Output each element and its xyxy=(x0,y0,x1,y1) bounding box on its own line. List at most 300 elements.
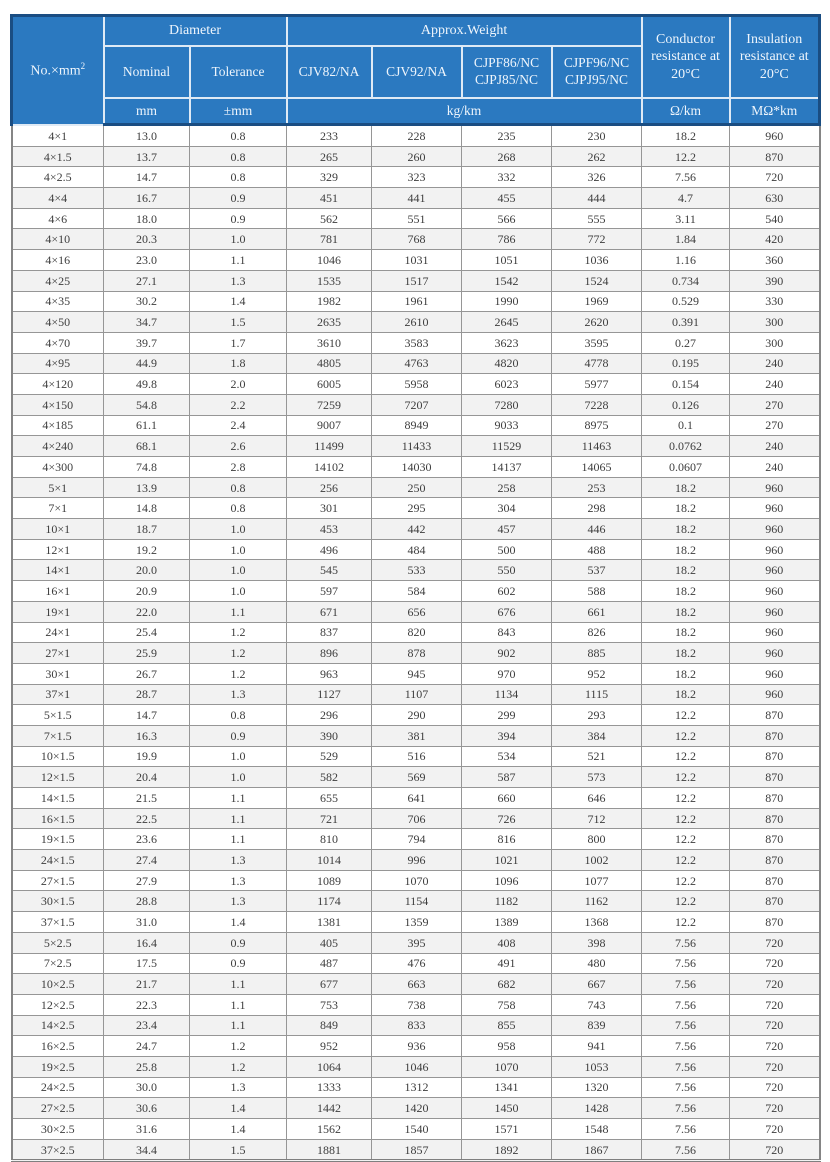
table-cell: 270 xyxy=(730,394,820,415)
table-cell: 480 xyxy=(552,953,642,974)
table-cell: 37×1.5 xyxy=(12,912,104,933)
table-cell: 960 xyxy=(730,498,820,519)
table-row xyxy=(12,291,820,312)
table-cell: 14×1 xyxy=(12,560,104,581)
table-cell: 663 xyxy=(372,974,462,995)
table-cell: 24×1 xyxy=(12,622,104,643)
table-cell: 960 xyxy=(730,539,820,560)
table-cell: 3595 xyxy=(552,332,642,353)
table-cell: 720 xyxy=(730,1098,820,1119)
table-cell: 960 xyxy=(730,125,820,147)
table-cell: 758 xyxy=(462,994,552,1015)
table-cell: 3610 xyxy=(287,332,372,353)
table-cell: 1134 xyxy=(462,684,552,705)
table-cell: 2610 xyxy=(372,312,462,333)
table-cell: 10×2.5 xyxy=(12,974,104,995)
table-cell: 1982 xyxy=(287,291,372,312)
table-cell: 720 xyxy=(730,1056,820,1077)
table-cell: 290 xyxy=(372,705,462,726)
column-header-no-mm2 xyxy=(12,16,104,125)
column-group-diameter: Diameter xyxy=(104,16,287,47)
table-cell: 1.3 xyxy=(190,891,287,912)
table-cell: 2645 xyxy=(462,312,552,333)
table-cell: 14×1.5 xyxy=(12,788,104,809)
table-cell: 228 xyxy=(372,125,462,147)
table-cell: 487 xyxy=(287,953,372,974)
table-cell: 30.6 xyxy=(104,1098,190,1119)
table-cell: 720 xyxy=(730,1015,820,1036)
table-cell: 230 xyxy=(552,125,642,147)
table-cell: 849 xyxy=(287,1015,372,1036)
table-cell: 1.4 xyxy=(190,1098,287,1119)
table-cell: 768 xyxy=(372,229,462,250)
table-row xyxy=(12,663,820,684)
table-cell: 13.7 xyxy=(104,146,190,167)
table-cell: 1089 xyxy=(287,870,372,891)
table-cell: 61.1 xyxy=(104,415,190,436)
table-cell: 1969 xyxy=(552,291,642,312)
column-header-insulation-resistance: Insulation resistance at 20°C xyxy=(730,16,820,99)
table-cell: 870 xyxy=(730,870,820,891)
table-cell: 855 xyxy=(462,1015,552,1036)
table-cell: 706 xyxy=(372,808,462,829)
table-cell: 253 xyxy=(552,477,642,498)
table-cell: 18.2 xyxy=(642,498,730,519)
table-cell: 23.4 xyxy=(104,1015,190,1036)
table-cell: 1562 xyxy=(287,1119,372,1140)
table-cell: 7×1 xyxy=(12,498,104,519)
table-cell: 18.2 xyxy=(642,581,730,602)
table-cell: 442 xyxy=(372,519,462,540)
table-cell: 0.8 xyxy=(190,125,287,147)
table-cell: 0.154 xyxy=(642,374,730,395)
table-cell: 7×1.5 xyxy=(12,725,104,746)
table-cell: 1.2 xyxy=(190,622,287,643)
table-cell: 516 xyxy=(372,746,462,767)
table-cell: 1096 xyxy=(462,870,552,891)
table-cell: 1014 xyxy=(287,850,372,871)
table-cell: 12.2 xyxy=(642,829,730,850)
table-row xyxy=(12,229,820,250)
table-cell: 1.2 xyxy=(190,643,287,664)
table-cell: 20.4 xyxy=(104,767,190,788)
table-cell: 960 xyxy=(730,581,820,602)
column-header-conductor-resistance: Conductor resistance at 20°C xyxy=(642,16,730,99)
table-cell: 667 xyxy=(552,974,642,995)
table-cell: 1.84 xyxy=(642,229,730,250)
table-cell: 27.4 xyxy=(104,850,190,871)
table-cell: 27.1 xyxy=(104,270,190,291)
table-cell: 1021 xyxy=(462,850,552,871)
table-cell: 960 xyxy=(730,477,820,498)
cjpf86-line1: CJPF86/NC xyxy=(473,55,540,71)
table-cell: 1.0 xyxy=(190,539,287,560)
table-cell: 37×1 xyxy=(12,684,104,705)
table-cell: 720 xyxy=(730,1119,820,1140)
table-cell: 18.2 xyxy=(642,622,730,643)
table-cell: 7.56 xyxy=(642,1098,730,1119)
table-cell: 7228 xyxy=(552,394,642,415)
table-row xyxy=(12,788,820,809)
table-cell: 18.2 xyxy=(642,643,730,664)
table-cell: 720 xyxy=(730,167,820,188)
table-cell: 677 xyxy=(287,974,372,995)
table-cell: 720 xyxy=(730,953,820,974)
table-cell: 545 xyxy=(287,560,372,581)
table-cell: 1535 xyxy=(287,270,372,291)
table-cell: 1389 xyxy=(462,912,552,933)
table-cell: 260 xyxy=(372,146,462,167)
table-cell: 17.5 xyxy=(104,953,190,974)
table-cell: 258 xyxy=(462,477,552,498)
table-cell: 4×120 xyxy=(12,374,104,395)
table-cell: 12.2 xyxy=(642,746,730,767)
table-cell: 7259 xyxy=(287,394,372,415)
table-cell: 4×240 xyxy=(12,436,104,457)
table-cell: 22.0 xyxy=(104,601,190,622)
table-cell: 398 xyxy=(552,932,642,953)
table-cell: 28.7 xyxy=(104,684,190,705)
table-cell: 19×2.5 xyxy=(12,1056,104,1077)
table-cell: 521 xyxy=(552,746,642,767)
table-cell: 4×2.5 xyxy=(12,167,104,188)
table-cell: 4×1.5 xyxy=(12,146,104,167)
table-cell: 726 xyxy=(462,808,552,829)
table-cell: 1.2 xyxy=(190,663,287,684)
table-cell: 1.5 xyxy=(190,312,287,333)
table-cell: 12.2 xyxy=(642,767,730,788)
unit-conductor-resistance: Ω/km xyxy=(642,98,730,125)
table-cell: 2620 xyxy=(552,312,642,333)
table-row xyxy=(12,125,820,147)
table-cell: 18.2 xyxy=(642,601,730,622)
table-cell: 68.1 xyxy=(104,436,190,457)
table-cell: 753 xyxy=(287,994,372,1015)
table-row xyxy=(12,953,820,974)
table-cell: 1046 xyxy=(287,250,372,271)
table-cell: 457 xyxy=(462,519,552,540)
table-cell: 1450 xyxy=(462,1098,552,1119)
table-cell: 37×2.5 xyxy=(12,1139,104,1161)
table-cell: 1182 xyxy=(462,891,552,912)
table-cell: 6005 xyxy=(287,374,372,395)
table-cell: 1.3 xyxy=(190,870,287,891)
column-header-cjpf96 xyxy=(552,46,642,98)
table-cell: 0.0762 xyxy=(642,436,730,457)
table-cell: 384 xyxy=(552,725,642,746)
table-cell: 843 xyxy=(462,622,552,643)
table-cell: 1368 xyxy=(552,912,642,933)
table-cell: 7.56 xyxy=(642,167,730,188)
table-cell: 870 xyxy=(730,705,820,726)
table-cell: 0.734 xyxy=(642,270,730,291)
table-cell: 720 xyxy=(730,1036,820,1057)
table-cell: 870 xyxy=(730,725,820,746)
table-cell: 2.4 xyxy=(190,415,287,436)
table-row xyxy=(12,705,820,726)
table-cell: 1.5 xyxy=(190,1139,287,1161)
table-cell: 540 xyxy=(730,208,820,229)
table-cell: 7.56 xyxy=(642,994,730,1015)
table-cell: 34.7 xyxy=(104,312,190,333)
table-cell: 551 xyxy=(372,208,462,229)
table-cell: 4778 xyxy=(552,353,642,374)
table-cell: 453 xyxy=(287,519,372,540)
table-cell: 1036 xyxy=(552,250,642,271)
table-cell: 31.6 xyxy=(104,1119,190,1140)
table-row xyxy=(12,912,820,933)
table-cell: 293 xyxy=(552,705,642,726)
table-cell: 960 xyxy=(730,560,820,581)
table-cell: 960 xyxy=(730,663,820,684)
table-cell: 18.2 xyxy=(642,519,730,540)
table-cell: 1.1 xyxy=(190,994,287,1015)
table-row xyxy=(12,519,820,540)
table-row xyxy=(12,891,820,912)
table-cell: 7207 xyxy=(372,394,462,415)
table-cell: 240 xyxy=(730,374,820,395)
table-cell: 534 xyxy=(462,746,552,767)
table-row xyxy=(12,622,820,643)
table-row xyxy=(12,1139,820,1161)
table-cell: 0.0607 xyxy=(642,457,730,478)
table-cell: 22.3 xyxy=(104,994,190,1015)
table-row xyxy=(12,725,820,746)
table-cell: 2.2 xyxy=(190,394,287,415)
table-cell: 0.27 xyxy=(642,332,730,353)
table-row xyxy=(12,850,820,871)
table-cell: 34.4 xyxy=(104,1139,190,1161)
table-cell: 1320 xyxy=(552,1077,642,1098)
table-cell: 381 xyxy=(372,725,462,746)
table-row xyxy=(12,746,820,767)
table-row xyxy=(12,415,820,436)
table-cell: 300 xyxy=(730,312,820,333)
table-row xyxy=(12,332,820,353)
column-header-tolerance: Tolerance xyxy=(190,46,287,98)
table-cell: 1517 xyxy=(372,270,462,291)
table-row xyxy=(12,250,820,271)
table-row xyxy=(12,353,820,374)
table-cell: 5958 xyxy=(372,374,462,395)
table-cell: 18.2 xyxy=(642,684,730,705)
table-cell: 870 xyxy=(730,808,820,829)
column-header-nominal: Nominal xyxy=(104,46,190,98)
table-cell: 295 xyxy=(372,498,462,519)
table-cell: 660 xyxy=(462,788,552,809)
table-cell: 18.2 xyxy=(642,477,730,498)
table-cell: 1.0 xyxy=(190,560,287,581)
table-cell: 721 xyxy=(287,808,372,829)
table-row xyxy=(12,146,820,167)
table-cell: 1990 xyxy=(462,291,552,312)
table-cell: 323 xyxy=(372,167,462,188)
table-cell: 12.2 xyxy=(642,705,730,726)
table-cell: 1881 xyxy=(287,1139,372,1161)
table-row xyxy=(12,1077,820,1098)
table-cell: 1002 xyxy=(552,850,642,871)
table-cell: 4×1 xyxy=(12,125,104,147)
table-cell: 265 xyxy=(287,146,372,167)
table-cell: 300 xyxy=(730,332,820,353)
table-cell: 0.9 xyxy=(190,188,287,209)
table-cell: 27×1.5 xyxy=(12,870,104,891)
table-cell: 960 xyxy=(730,643,820,664)
table-cell: 1.8 xyxy=(190,353,287,374)
table-cell: 19.2 xyxy=(104,539,190,560)
table-cell: 1.0 xyxy=(190,746,287,767)
table-cell: 16.3 xyxy=(104,725,190,746)
table-cell: 12.2 xyxy=(642,912,730,933)
table-cell: 952 xyxy=(552,663,642,684)
table-row xyxy=(12,498,820,519)
table-cell: 9007 xyxy=(287,415,372,436)
table-cell: 1571 xyxy=(462,1119,552,1140)
table-cell: 820 xyxy=(372,622,462,643)
table-cell: 9033 xyxy=(462,415,552,436)
table-cell: 0.8 xyxy=(190,167,287,188)
table-header xyxy=(12,16,820,125)
table-cell: 1.1 xyxy=(190,974,287,995)
table-cell: 390 xyxy=(730,270,820,291)
table-cell: 4×70 xyxy=(12,332,104,353)
table-cell: 587 xyxy=(462,767,552,788)
table-cell: 1.1 xyxy=(190,808,287,829)
table-cell: 1162 xyxy=(552,891,642,912)
table-cell: 235 xyxy=(462,125,552,147)
table-cell: 0.391 xyxy=(642,312,730,333)
table-cell: 14×2.5 xyxy=(12,1015,104,1036)
table-cell: 21.5 xyxy=(104,788,190,809)
table-cell: 240 xyxy=(730,436,820,457)
no-mm2-label: No.×mm xyxy=(30,63,81,79)
table-cell: 8975 xyxy=(552,415,642,436)
table-cell: 1.3 xyxy=(190,850,287,871)
table-cell: 298 xyxy=(552,498,642,519)
table-cell: 945 xyxy=(372,663,462,684)
table-row xyxy=(12,1098,820,1119)
table-cell: 963 xyxy=(287,663,372,684)
table-cell: 49.8 xyxy=(104,374,190,395)
table-cell: 18.2 xyxy=(642,663,730,684)
table-cell: 22.5 xyxy=(104,808,190,829)
table-cell: 1.4 xyxy=(190,912,287,933)
table-row xyxy=(12,767,820,788)
table-cell: 491 xyxy=(462,953,552,974)
table-row xyxy=(12,932,820,953)
table-cell: 299 xyxy=(462,705,552,726)
table-cell: 7280 xyxy=(462,394,552,415)
table-cell: 671 xyxy=(287,601,372,622)
table-row xyxy=(12,188,820,209)
table-cell: 7.56 xyxy=(642,1119,730,1140)
unit-weight: kg/km xyxy=(287,98,642,125)
table-row xyxy=(12,1015,820,1036)
table-cell: 738 xyxy=(372,994,462,1015)
table-cell: 960 xyxy=(730,684,820,705)
table-cell: 326 xyxy=(552,167,642,188)
table-cell: 12.2 xyxy=(642,788,730,809)
table-row xyxy=(12,1056,820,1077)
unit-insulation-resistance: MΩ*km xyxy=(730,98,820,125)
table-cell: 8949 xyxy=(372,415,462,436)
table-row xyxy=(12,394,820,415)
table-cell: 1046 xyxy=(372,1056,462,1077)
table-cell: 12.2 xyxy=(642,891,730,912)
table-cell: 24.7 xyxy=(104,1036,190,1057)
table-cell: 3583 xyxy=(372,332,462,353)
table-cell: 602 xyxy=(462,581,552,602)
table-cell: 870 xyxy=(730,746,820,767)
table-cell: 0.529 xyxy=(642,291,730,312)
table-cell: 30×1.5 xyxy=(12,891,104,912)
table-cell: 1064 xyxy=(287,1056,372,1077)
table-cell: 878 xyxy=(372,643,462,664)
table-cell: 0.8 xyxy=(190,705,287,726)
table-row xyxy=(12,684,820,705)
table-cell: 0.195 xyxy=(642,353,730,374)
unit-diameter-tolerance: ±mm xyxy=(190,98,287,125)
table-cell: 1.3 xyxy=(190,1077,287,1098)
table-row xyxy=(12,829,820,850)
table-cell: 7.56 xyxy=(642,1036,730,1057)
table-row xyxy=(12,808,820,829)
table-cell: 1070 xyxy=(372,870,462,891)
table-row xyxy=(12,1036,820,1057)
no-mm2-superscript: 2 xyxy=(80,60,86,71)
table-cell: 18.2 xyxy=(642,539,730,560)
table-cell: 4×25 xyxy=(12,270,104,291)
table-cell: 18.7 xyxy=(104,519,190,540)
table-cell: 10×1.5 xyxy=(12,746,104,767)
table-cell: 4×35 xyxy=(12,291,104,312)
table-cell: 0.9 xyxy=(190,932,287,953)
unit-diameter-nominal: mm xyxy=(104,98,190,125)
table-cell: 484 xyxy=(372,539,462,560)
table-cell: 28.8 xyxy=(104,891,190,912)
table-cell: 816 xyxy=(462,829,552,850)
table-cell: 0.9 xyxy=(190,208,287,229)
table-cell: 12.2 xyxy=(642,725,730,746)
table-row xyxy=(12,994,820,1015)
table-cell: 4×4 xyxy=(12,188,104,209)
table-cell: 1.3 xyxy=(190,270,287,291)
table-cell: 1053 xyxy=(552,1056,642,1077)
table-cell: 1.0 xyxy=(190,519,287,540)
table-cell: 1.3 xyxy=(190,684,287,705)
table-cell: 885 xyxy=(552,643,642,664)
table-cell: 270 xyxy=(730,415,820,436)
table-cell: 794 xyxy=(372,829,462,850)
table-cell: 870 xyxy=(730,767,820,788)
table-cell: 21.7 xyxy=(104,974,190,995)
table-cell: 584 xyxy=(372,581,462,602)
table-row xyxy=(12,539,820,560)
table-cell: 25.9 xyxy=(104,643,190,664)
table-cell: 646 xyxy=(552,788,642,809)
table-cell: 1.0 xyxy=(190,229,287,250)
table-cell: 870 xyxy=(730,850,820,871)
table-cell: 240 xyxy=(730,457,820,478)
table-cell: 952 xyxy=(287,1036,372,1057)
table-cell: 870 xyxy=(730,891,820,912)
table-cell: 1174 xyxy=(287,891,372,912)
table-cell: 1428 xyxy=(552,1098,642,1119)
table-cell: 26.7 xyxy=(104,663,190,684)
table-cell: 781 xyxy=(287,229,372,250)
table-cell: 31.0 xyxy=(104,912,190,933)
table-cell: 304 xyxy=(462,498,552,519)
